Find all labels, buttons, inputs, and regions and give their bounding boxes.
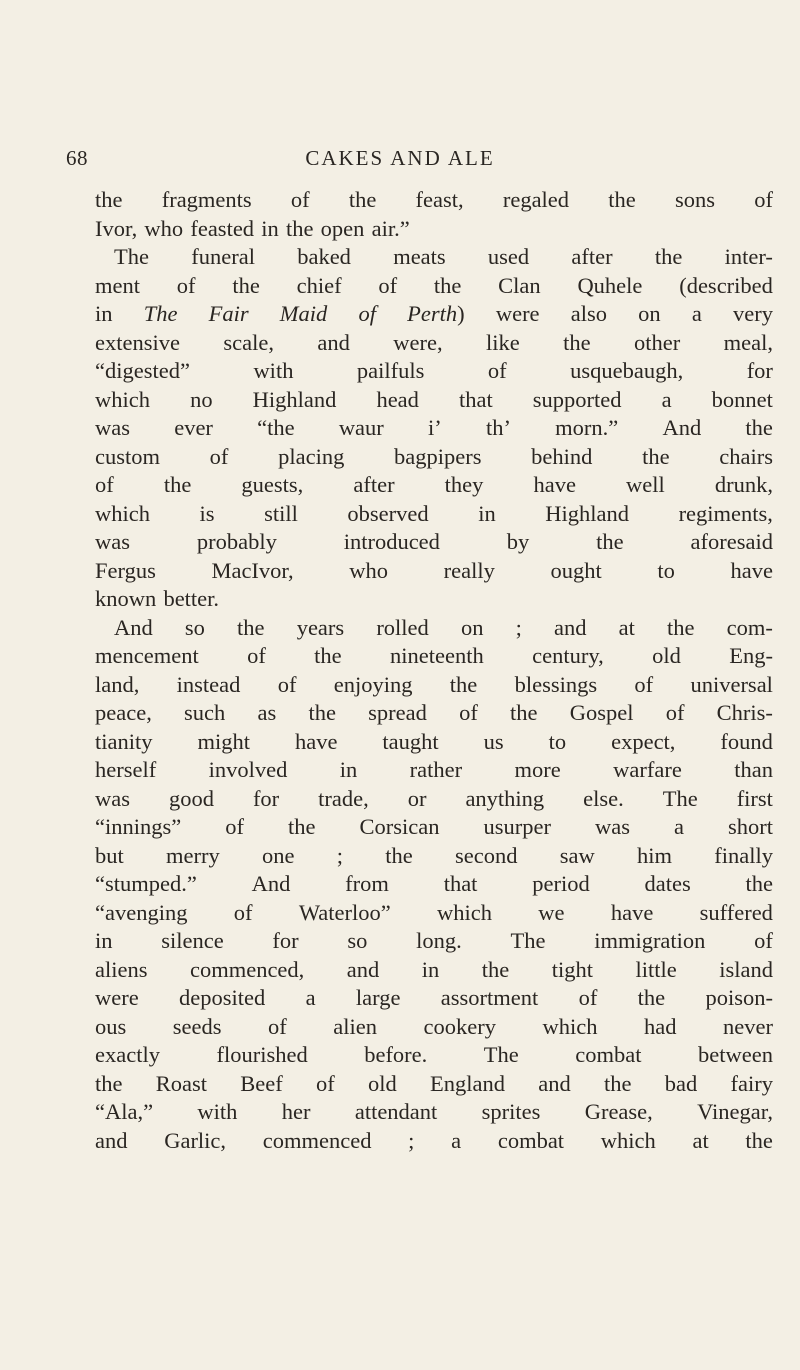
text-line: but merry one ; the second saw him finally xyxy=(95,842,773,868)
text-line: were deposited a large assortment of the poison- xyxy=(95,985,773,1010)
text-line: “avenging of Waterloo” which we have suffered xyxy=(95,899,773,925)
text-line: The funeral baked meats used after the inter- xyxy=(114,244,773,269)
text-line: land, instead of enjoying the blessings of universal xyxy=(95,671,773,697)
page-number: 68 xyxy=(66,146,88,170)
body-text xyxy=(95,186,773,1155)
text-line: in silence for so long. The immigration of xyxy=(95,928,773,953)
running-title: CAKES AND ALE xyxy=(305,146,495,170)
text-line: Ivor, who feasted in the open air.” xyxy=(95,215,410,241)
text-line: ous seeds of alien cookery which had never xyxy=(95,1013,773,1039)
running-head xyxy=(0,146,800,176)
text-line: custom of placing bagpipers behind the chairs xyxy=(95,443,773,469)
text-line: and Garlic, commenced ; a combat which at the xyxy=(95,1127,773,1153)
text-line: Fergus MacIvor, who really ought to have xyxy=(95,557,773,583)
text-line: in The Fair Maid of Perth) were also on a very xyxy=(95,301,773,326)
text-line: And so the years rolled on ; and at the com- xyxy=(114,614,773,640)
text-line: “digested” with pailfuls of usquebaugh, for xyxy=(95,358,773,383)
text-line: “stumped.” And from that period dates the xyxy=(95,871,773,896)
text-line: the Roast Beef of old England and the bad fairy xyxy=(95,1070,773,1096)
text-line: “Ala,” with her attendant sprites Grease, Vinegar, xyxy=(95,1099,773,1124)
text-line: “innings” of the Corsican usurper was a short xyxy=(95,814,773,839)
text-line: peace, such as the spread of the Gospel of Chris- xyxy=(95,700,773,725)
text-line: was ever “the waur i’ th’ morn.” And the xyxy=(95,415,773,440)
text-line: aliens commenced, and in the tight little island xyxy=(95,956,773,982)
text-line: mencement of the nineteenth century, old Eng- xyxy=(95,643,773,668)
text-line: extensive scale, and were, like the other meal, xyxy=(95,329,773,355)
text-line: ment of the chief of the Clan Quhele (described xyxy=(95,272,773,298)
text-line: which no Highland head that supported a bonnet xyxy=(95,386,773,412)
text-line: tianity might have taught us to expect, found xyxy=(95,728,773,754)
text-line: which is still observed in Highland regiments, xyxy=(95,500,773,526)
text-line: the fragments of the feast, regaled the sons of xyxy=(95,187,773,212)
text-line: of the guests, after they have well drunk, xyxy=(95,472,773,497)
text-line: known better. xyxy=(95,586,220,611)
text-line: herself involved in rather more warfare than xyxy=(95,757,773,782)
text-line: exactly flourished before. The combat between xyxy=(95,1042,773,1067)
text-line: was good for trade, or anything else. The first xyxy=(95,785,773,811)
text-line: was probably introduced by the aforesaid xyxy=(95,529,773,554)
